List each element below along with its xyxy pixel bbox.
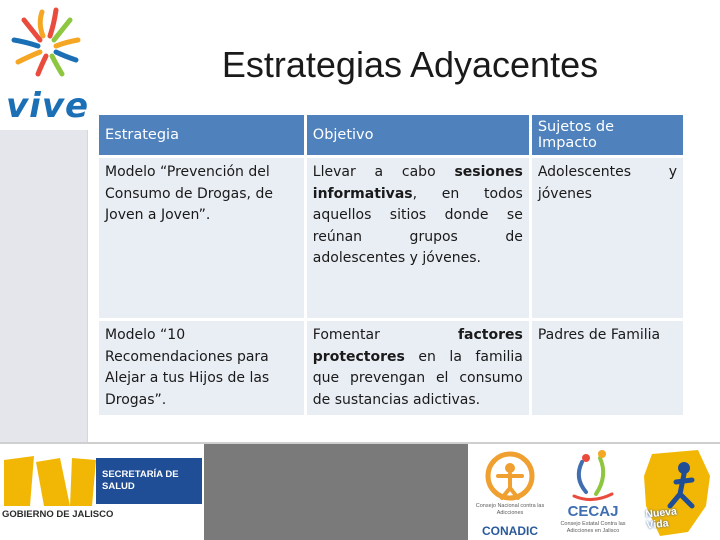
cecaj-name: CECAJ	[567, 503, 619, 520]
nueva-label: Nueva	[644, 505, 678, 521]
objetivo-bold-text: sesiones informativas	[312, 164, 523, 202]
gobierno-jalisco-text: GOBIERNO DE JALISCO	[2, 509, 114, 520]
conadic-subtitle: Consejo Nacional contra las Adicciones	[475, 503, 545, 516]
cell-sujetos: Adolescentes y jóvenes	[532, 158, 683, 318]
column-header-objetivo: Objetivo	[307, 115, 529, 155]
conadic-name: CONADIC	[482, 524, 538, 538]
nueva-vida-text	[645, 506, 679, 531]
vida-label: Vida	[645, 517, 670, 532]
cell-objetivo	[307, 321, 529, 415]
column-header-estrategia: Estrategia	[99, 115, 304, 155]
table-row	[99, 321, 683, 415]
secretaria-label: SECRETARÍA DE	[102, 469, 179, 480]
cell-estrategia: Modelo “Prevención del Consumo de Drogas, de Joven a Joven”.	[99, 158, 304, 318]
objetivo-text: , en todos aquellos sitios donde se reúnan grupos de adolescentes y jóvenes.	[312, 185, 523, 266]
objetivo-bold-text: factores protectores	[312, 327, 523, 365]
strategies-table	[96, 112, 686, 418]
vive-logo-text: vive	[6, 86, 90, 126]
cell-estrategia: Modelo “10 Recomendaciones para Alejar a tus Hijos de las Drogas”.	[99, 321, 304, 415]
secretaria-salud-logo	[96, 458, 202, 504]
objetivo-text: Fomentar	[312, 327, 458, 343]
page-title: Estrategias Adyacentes	[221, 44, 599, 85]
table-row	[99, 158, 683, 318]
salud-label: SALUD	[102, 481, 135, 492]
cell-sujetos: Padres de Familia	[532, 321, 683, 415]
objetivo-text: en la familia que prevengan el consumo de sustancias adictivas.	[312, 348, 523, 408]
cell-objetivo	[307, 158, 529, 318]
table-header-row	[99, 115, 683, 155]
footer-gray-block	[204, 444, 468, 540]
column-header-sujetos: Sujetos de Impacto	[532, 115, 683, 155]
cecaj-subtitle: Consejo Estatal Contra las Adicciones en Jalisco	[560, 521, 626, 534]
objetivo-text: Llevar a cabo	[312, 164, 455, 180]
side-strip	[0, 130, 88, 442]
